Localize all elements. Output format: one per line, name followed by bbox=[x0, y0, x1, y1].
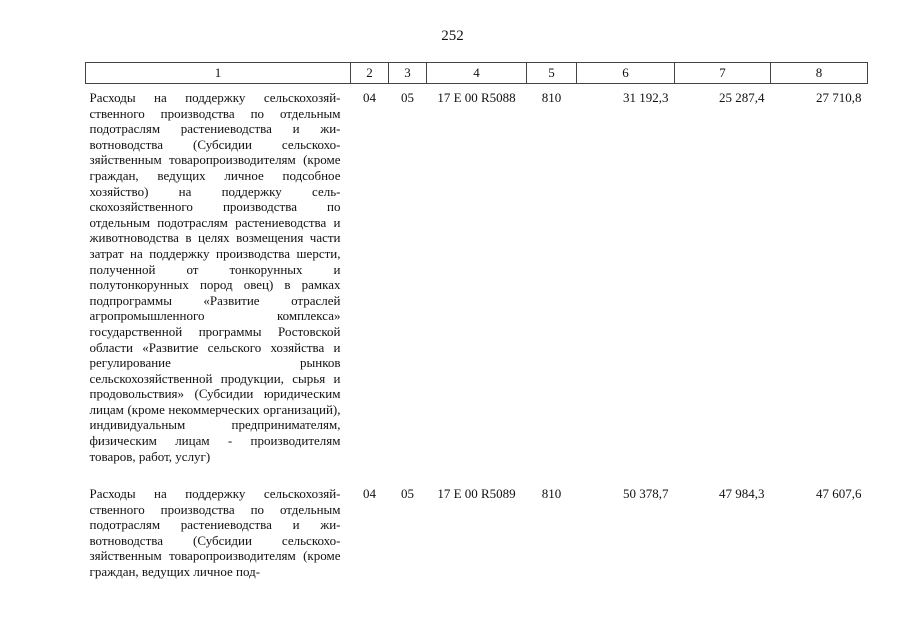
row-year-3-amount: 27 710,8 bbox=[816, 90, 862, 105]
row-target-article: 17 Е 00 R5089 bbox=[437, 486, 516, 501]
row-year-3-amount: 47 607,6 bbox=[816, 486, 862, 501]
row-description: Расходы на поддержку сельскохозяйственного производства по отдельным подотраслям растениеводства и животноводства (Субсидии сельскохозяйственным товаропроизводителям (кроме граждан, ведущих личное подсобное хозяйство) на поддержку сельскохозяйственного производства по отдельным подотраслям растениеводства и животноводства в целях возмещения части затрат на поддержку производства шерсти, полученной от тонкорунных и полутонкорунных пород овец) в рамках подпрограммы «Развитие отраслей агропромышленного комплекса» государственной программы Ростовской области «Развитие сельского хозяйства и регулирование рынков сельскохозяйственной продукции, сырья и продовольствия» (Субсидии юридическим лицам (кроме некоммерческих организаций), индивидуальным предпринимателям, физическим лицам - производителям товаров, работ, услуг) bbox=[89, 90, 341, 464]
column-header: 8 bbox=[771, 63, 868, 84]
table-header-row bbox=[86, 63, 868, 84]
column-header: 6 bbox=[577, 63, 675, 84]
row-year-1-amount: 50 378,7 bbox=[623, 486, 669, 501]
row-year-1-amount: 31 192,3 bbox=[623, 90, 669, 105]
column-header: 1 bbox=[86, 63, 351, 84]
row-description: Расходы на поддержку сельскохозяйственного производства по отдельным подотраслям растениеводства и животноводства (Субсидии сельскохозяйственным товаропроизводителям (кроме граждан, ведущих личное под- bbox=[89, 486, 341, 579]
row-section: 04 bbox=[363, 90, 376, 105]
row-target-article: 17 Е 00 R5088 bbox=[437, 90, 516, 105]
budget-table bbox=[85, 62, 868, 580]
row-year-2-amount: 47 984,3 bbox=[719, 486, 765, 501]
table-row bbox=[86, 480, 868, 580]
table-row bbox=[86, 84, 868, 481]
row-expense-type: 810 bbox=[541, 90, 562, 105]
column-header: 2 bbox=[351, 63, 389, 84]
column-header: 4 bbox=[427, 63, 527, 84]
row-section: 04 bbox=[363, 486, 376, 501]
column-header: 7 bbox=[675, 63, 771, 84]
row-subsection: 05 bbox=[401, 90, 414, 105]
column-header: 5 bbox=[527, 63, 577, 84]
page-number: 252 bbox=[441, 28, 464, 44]
row-subsection: 05 bbox=[401, 486, 414, 501]
column-header: 3 bbox=[389, 63, 427, 84]
row-expense-type: 810 bbox=[541, 486, 562, 501]
row-year-2-amount: 25 287,4 bbox=[719, 90, 765, 105]
